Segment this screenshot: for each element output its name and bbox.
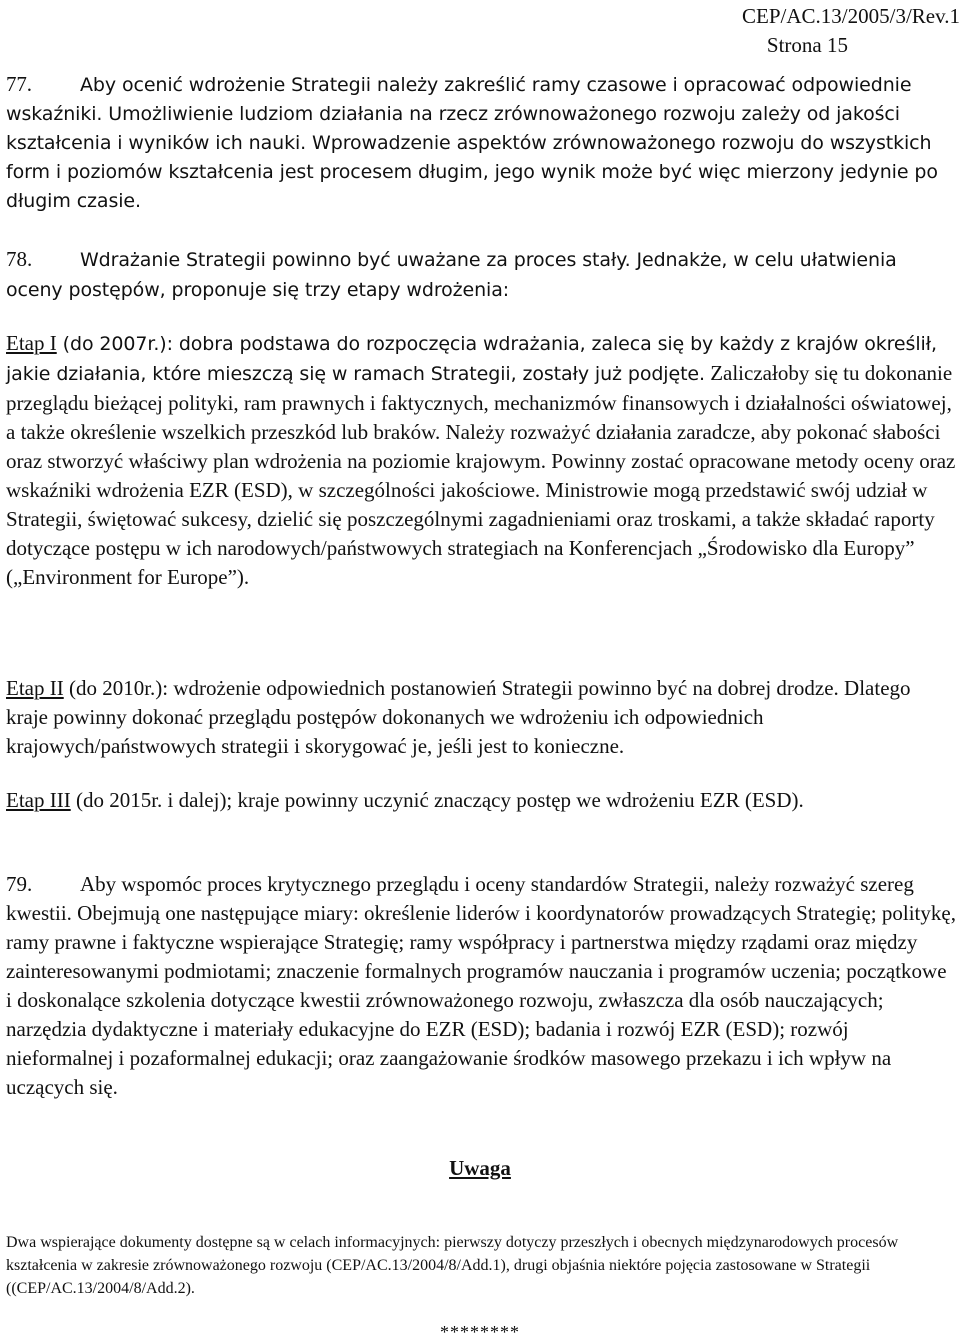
stage-3-label: Etap III [6,788,71,812]
note-text: Dwa wspierające dokumenty dostępne są w celach informacyjnych: pierwszy dotyczy przeszłych i obecnych międzynarodowych procesów kształcenia w zakresie zrównoważonego rozwoju (CEP/AC.13/2004/8/Add.1), drugi objaśnia niektóre pojęcia zastosowane w Strategii ((CEP/AC.13/2004/8/Add.2). [6,1234,899,1297]
paragraph-77 [6,70,956,216]
page-header [742,2,960,60]
paragraph-text: Aby wspomóc proces krytycznego przeglądu i oceny standardów Strategii, należy rozważyć szereg kwestii. Obejmują one następujące miary: określenie liderów i koordynatorów prowadzących Strategię; politykę, ramy prawne i faktyczne wspierające Strategię; ramy współpracy i partnerstwa między rządami oraz między zainteresowanymi podmiotami; znaczenie formalnych programów nauczania i programów uczenia; początkowe i doskonalące szkolenia dotyczące kwestii zrównoważonego rozwoju, zwłaszcza dla osób nauczających; narzędzia dydaktyczne i materiały edukacyjne do EZR (ESD); badania i rozwój EZR (ESD); rozwój nieformalnej i pozaformalnej edukacji; oraz zaangażowanie środków masowego przekazu i ich wpływ na uczących się. [6,872,956,1099]
stage-3-text: (do 2015r. i dalej); kraje powinny uczynić znaczący postęp we wdrożeniu EZR (ESD). [70,788,804,812]
paragraph-number: 78. [6,247,33,271]
stage-2-label: Etap II [6,676,64,700]
paragraph-78 [6,245,956,305]
paragraph-text: Aby ocenić wdrożenie Strategii należy zakreślić ramy czasowe i opracować odpowiednie wskaźniki. Umożliwienie ludziom działania na rzecz zrównoważonego rozwoju zależy od jakości kształcenia i wyników ich nauki. Wprowadzenie aspektów zrównoważonego rozwoju do wszystkich form i poziomów kształcenia jest procesem długim, jego wynik może być więc mierzony jedynie po długim czasie. [6,74,938,212]
end-marker: ******** [440,1322,520,1342]
page-number: Strona 15 [766,33,848,57]
stage-1-text-b: Zaliczałoby się tu dokonanie przeglądu bieżącej polityki, ram prawnych i faktycznych, mechanizmów finansowych i działalności oświatowej, a także określenie wszelkich przeszkód lub braków. Należy rozważyć działania zaradcze, aby pokonać słabości oraz stworzyć właściwy plan wdrożenia na poziomie krajowym. Powinny zostać opracowane metody oceny oraz wskaźniki wdrożenia EZR (ESD), w szczególności jakościowe. Ministrowie mogą przedstawić swój udział w Strategii, świętować sukcesy, dzielić się poszczególnymi zagadnieniami oraz troskami, a także składać raporty dotyczące postępu w ich narodowych/państwowych strategiach na Konferencjach „Środowisko dla Europy” („Environment for Europe”). [6,361,956,589]
note-heading: Uwaga [449,1156,511,1180]
stage-2-paragraph [6,674,956,761]
stage-3-paragraph [6,786,956,815]
stage-2-text: (do 2010r.): wdrożenie odpowiednich postanowień Strategii powinno być na dobrej drodze. Dlatego kraje powinny dokonać przeglądu postępów dokonanych we wdrożeniu ich odpowiednich krajowych/państwowych strategii i skorygować je, jeśli jest to konieczne. [6,676,911,758]
stage-1-text-a: (do 2007r.): dobra podstawa do rozpoczęcia wdrażania, zaleca się by każdy z krajów określił, jakie działania, które mieszczą się w ramach Strategii, zostały już podjęte. [6,333,937,385]
paragraph-number: 77. [6,72,32,96]
paragraph-79 [6,870,956,1102]
stage-1-label: Etap I [6,331,57,355]
paragraph-text-a: Wdrażanie Strategii powinno być uważane za proces stały. [80,249,631,271]
stage-1-paragraph [6,329,956,592]
paragraph-number: 79. [6,872,33,896]
paragraph-text-b: Jednakże, w celu ułatwienia oceny postępów, proponuje się trzy etapy wdrożenia: [6,249,897,301]
document-symbol: CEP/AC.13/2005/3/Rev.1 [742,4,960,28]
